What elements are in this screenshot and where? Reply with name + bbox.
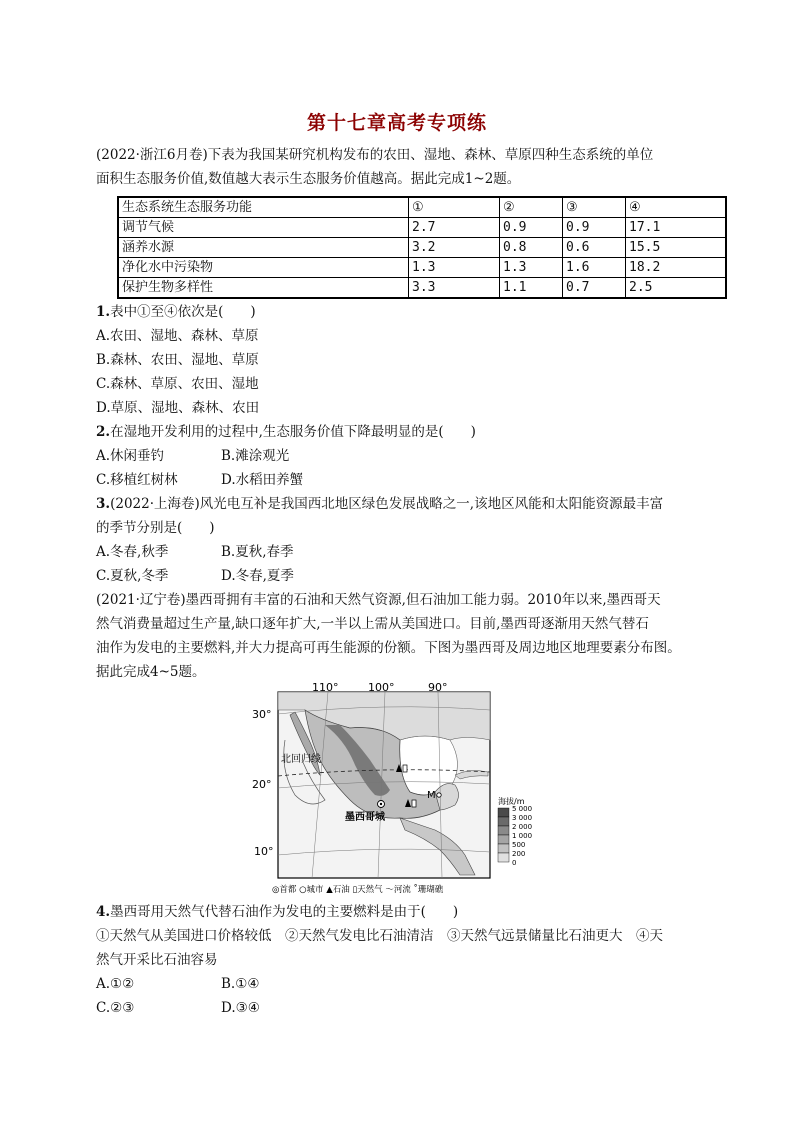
legend-swatch <box>498 817 509 826</box>
option-a: A.农田、湿地、森林、草原 <box>96 328 259 344</box>
passage-line-1: (2021·辽宁卷)墨西哥拥有丰富的石油和天然气资源,但石油加工能力弱。2010年以来,墨西哥天 <box>96 592 661 608</box>
table-cell: 0.8 <box>500 238 563 258</box>
capital-dot-icon <box>380 803 382 805</box>
lat-label-30: 30° <box>252 708 272 721</box>
table-row <box>118 218 726 238</box>
table-header-cell: 生态系统生态服务功能 <box>118 197 409 218</box>
statement-line-2: 然气开采比石油容易 <box>96 952 218 968</box>
question-3-stem-cont: 的季节分别是( ) <box>96 520 215 536</box>
options-row <box>96 446 289 466</box>
table-cell: 0.9 <box>500 218 563 238</box>
table-header-cell: ③ <box>563 197 626 218</box>
options-row <box>96 566 294 586</box>
table-cell: 1.1 <box>500 278 563 299</box>
table-cell: 1.3 <box>409 258 500 278</box>
question-2 <box>96 422 476 442</box>
option-c: C.②③ <box>96 1000 135 1016</box>
legend-value: 200 <box>512 850 526 858</box>
question-number: 4. <box>96 904 111 920</box>
legend-swatch <box>498 844 509 853</box>
city-m-icon <box>437 793 441 797</box>
table-cell: 净化水中污染物 <box>118 258 409 278</box>
legend-value: 2 000 <box>512 823 533 831</box>
table-header-cell: ④ <box>626 197 727 218</box>
capital-label: 墨西哥城 <box>345 812 385 823</box>
passage-line-2: 然气消费量超过生产量,缺口逐年扩大,一半以上需从美国进口。目前,墨西哥逐渐用天然气替石 <box>96 616 649 632</box>
table-row <box>118 238 726 258</box>
options-row <box>96 470 303 490</box>
option-b: B.森林、农田、湿地、草原 <box>96 352 259 368</box>
table-header-row <box>118 197 726 218</box>
table-cell: 3.2 <box>409 238 500 258</box>
intro-line-1: (2022·浙江6月卷)下表为我国某研究机构发布的农田、湿地、森林、草原四种生态系统的单位 <box>96 147 654 163</box>
table-cell: 2.7 <box>409 218 500 238</box>
lon-label-90: 90° <box>428 681 448 694</box>
passage-line-4: 据此完成4~5题。 <box>96 664 206 680</box>
ecosystem-value-table <box>117 196 727 299</box>
option-b: B.夏秋,春季 <box>221 544 294 560</box>
question-1 <box>96 302 256 322</box>
legend-swatch <box>498 853 509 862</box>
table-cell: 17.1 <box>626 218 727 238</box>
map-caption: ◎首都 ○城市 ▲石油 ▯天然气 ～河流 ˚珊瑚礁 <box>272 885 444 895</box>
gas-icon <box>403 765 407 772</box>
table-cell: 15.5 <box>626 238 727 258</box>
table-row <box>118 278 726 299</box>
lat-label-10: 10° <box>254 845 274 858</box>
lat-label-20: 20° <box>252 778 272 791</box>
legend-value: 1 000 <box>512 832 533 840</box>
legend-value: 3 000 <box>512 814 533 822</box>
option-d: D.冬春,夏季 <box>221 568 294 584</box>
passage-line-3: 油作为发电的主要燃料,并大力提高可再生能源的份额。下图为墨西哥及周边地区地理要素分布图。 <box>96 640 681 656</box>
table-header-cell: ① <box>409 197 500 218</box>
option-a: A.①② <box>96 976 135 992</box>
question-stem: 墨西哥用天然气代替石油作为发电的主要燃料是由于( ) <box>110 904 459 920</box>
intro-line-2: 面积生态服务价值,数值越大表示生态服务价值越高。据此完成1~2题。 <box>96 171 521 187</box>
legend-swatch <box>498 835 509 844</box>
chapter-title: 第十七章高考专项练 <box>306 112 487 134</box>
tropic-label: 北回归线 <box>281 754 321 765</box>
option-d: D.水稻田养蟹 <box>221 472 304 488</box>
option-c: C.森林、草原、农田、湿地 <box>96 376 259 392</box>
table-cell: 0.7 <box>563 278 626 299</box>
table-cell: 调节气候 <box>118 218 409 238</box>
options-row <box>96 974 259 994</box>
table-cell: 1.6 <box>563 258 626 278</box>
question-4 <box>96 902 458 922</box>
options-row <box>96 542 294 562</box>
table-cell: 1.3 <box>500 258 563 278</box>
option-d: D.草原、湿地、森林、农田 <box>96 400 260 416</box>
table-cell: 0.6 <box>563 238 626 258</box>
question-number: 2. <box>96 424 111 440</box>
legend-value: 5 000 <box>512 805 533 813</box>
statement-line-1: ①天然气从美国进口价格较低 ②天然气发电比石油清洁 ③天然气远景储量比石油更大 ④天 <box>96 928 663 944</box>
table-header-cell: ② <box>500 197 563 218</box>
question-3 <box>96 494 663 514</box>
question-stem: 在湿地开发利用的过程中,生态服务价值下降最明显的是( ) <box>110 424 476 440</box>
table-cell: 0.9 <box>563 218 626 238</box>
point-m-label: M <box>427 790 436 801</box>
lon-label-100: 100° <box>368 681 395 694</box>
option-c: C.夏秋,冬季 <box>96 568 169 584</box>
question-stem: (2022·上海卷)风光电互补是我国西北地区绿色发展战略之一,该地区风能和太阳能资源最丰富 <box>110 496 664 512</box>
question-number: 1. <box>96 304 111 320</box>
question-number: 3. <box>96 496 111 512</box>
option-a: A.冬春,秋季 <box>96 544 169 560</box>
option-d: D.③④ <box>221 1000 260 1016</box>
table-cell: 涵养水源 <box>118 238 409 258</box>
question-stem: 表中①至④依次是( ) <box>110 304 256 320</box>
table-row <box>118 258 726 278</box>
legend-value: 500 <box>512 841 526 849</box>
mexico-map <box>250 680 550 895</box>
lon-label-110: 110° <box>312 681 339 694</box>
table-cell: 3.3 <box>409 278 500 299</box>
legend-title: 海拔/m <box>498 797 525 806</box>
table-cell: 18.2 <box>626 258 727 278</box>
table-cell: 2.5 <box>626 278 727 299</box>
legend-swatch <box>498 826 509 835</box>
legend-value: 0 <box>512 859 517 867</box>
table-cell: 保护生物多样性 <box>118 278 409 299</box>
option-c: C.移植红树林 <box>96 472 178 488</box>
option-b: B.①④ <box>221 976 260 992</box>
option-b: B.滩涂观光 <box>221 448 290 464</box>
option-a: A.休闲垂钓 <box>96 448 165 464</box>
options-row <box>96 998 260 1018</box>
gas-icon <box>412 800 416 807</box>
legend-swatch <box>498 808 509 817</box>
